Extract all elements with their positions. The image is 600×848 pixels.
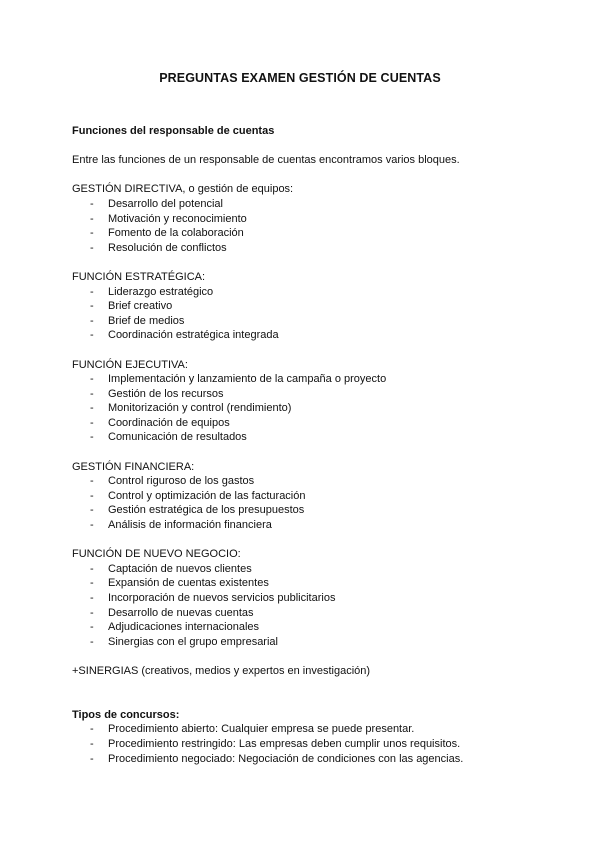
dash-mark: -: [90, 416, 94, 429]
list-item: - Coordinación de equipos: [90, 416, 230, 429]
dash-mark: -: [90, 212, 94, 225]
document-title: PREGUNTAS EXAMEN GESTIÓN DE CUENTAS: [159, 71, 441, 85]
dash-mark: -: [90, 300, 94, 313]
synergies-line: +SINERGIAS (creativos, medios y expertos en investigación): [72, 664, 371, 677]
contest-types-list: [72, 722, 552, 766]
list-item: - Comunicación de resultados: [90, 431, 247, 444]
group-list: [72, 562, 552, 650]
dash-mark: -: [90, 373, 94, 386]
list-item: - Fomento de la colaboración: [90, 227, 244, 240]
list-item: - Desarrollo de nuevas cuentas: [90, 606, 254, 619]
dash-mark: -: [90, 606, 94, 619]
dash-mark: -: [90, 197, 94, 210]
dash-mark: -: [90, 592, 94, 604]
section-heading-functions: Funciones del responsable de cuentas: [72, 125, 275, 137]
dash-mark: -: [90, 402, 94, 415]
list-item: - Implementación y lanzamiento de la campaña o proyecto: [90, 373, 387, 386]
list-item: - Brief creativo: [90, 300, 173, 313]
section-heading-contests: Tipos de concursos:: [72, 708, 180, 721]
function-group-ejecutiva: [72, 358, 552, 446]
list-item: - Procedimiento negociado: Negociación de condiciones con las agencias.: [90, 752, 464, 765]
dash-mark: -: [90, 519, 94, 532]
dash-mark: -: [90, 227, 94, 240]
dash-mark: -: [90, 504, 94, 517]
document-body: [72, 124, 552, 766]
list-item: - Incorporación de nuevos servicios publicitarios: [90, 592, 336, 604]
list-item: - Adjudicaciones internacionales: [90, 621, 260, 634]
group-list: [72, 197, 552, 255]
group-title: FUNCIÓN ESTRATÉGICA:: [72, 270, 206, 283]
dash-mark: -: [90, 723, 94, 736]
group-title: FUNCIÓN DE NUEVO NEGOCIO:: [72, 548, 241, 561]
dash-mark: -: [90, 241, 94, 254]
list-item: - Control riguroso de los gastos: [90, 475, 255, 488]
list-item: - Resolución de conflictos: [90, 241, 227, 254]
dash-mark: -: [90, 329, 94, 342]
dash-mark: -: [90, 314, 94, 327]
list-item: - Coordinación estratégica integrada: [90, 329, 279, 342]
function-group-financiera: [72, 460, 552, 533]
dash-mark: -: [90, 577, 94, 590]
group-title: GESTIÓN FINANCIERA:: [72, 460, 195, 473]
list-item: - Expansión de cuentas existentes: [90, 577, 269, 590]
dash-mark: -: [90, 737, 94, 750]
list-item: - Análisis de información financiera: [90, 519, 272, 532]
group-title: FUNCIÓN EJECUTIVA:: [72, 358, 188, 371]
list-item: - Liderazgo estratégico: [90, 285, 214, 298]
dash-mark: -: [90, 635, 94, 648]
group-list: [72, 372, 552, 445]
dash-mark: -: [90, 387, 94, 400]
list-item: - Monitorización y control (rendimiento): [90, 402, 292, 415]
function-group-nuevo-negocio: [72, 547, 552, 649]
function-group-directiva: [72, 182, 552, 255]
list-item: - Procedimiento abierto: Cualquier empresa se puede presentar.: [90, 723, 415, 736]
list-item: - Desarrollo del potencial: [90, 197, 223, 210]
list-item: - Sinergias con el grupo empresarial: [90, 635, 278, 648]
list-item: - Gestión de los recursos: [90, 387, 224, 400]
dash-mark: -: [90, 752, 94, 765]
list-item: - Motivación y reconocimiento: [90, 212, 247, 225]
list-item: - Brief de medios: [90, 314, 185, 327]
list-item: - Gestión estratégica de los presupuestos: [90, 504, 305, 517]
dash-mark: -: [90, 621, 94, 634]
dash-mark: -: [90, 489, 94, 502]
dash-mark: -: [90, 431, 94, 444]
dash-mark: -: [90, 475, 94, 488]
intro-paragraph: Entre las funciones de un responsable de cuentas encontramos varios bloques.: [72, 154, 460, 167]
group-list: [72, 285, 552, 343]
function-group-estrategica: [72, 270, 552, 343]
list-item: - Procedimiento restringido: Las empresas deben cumplir unos requisitos.: [90, 737, 461, 750]
list-item: - Captación de nuevos clientes: [90, 562, 252, 575]
list-item: - Control y optimización de las facturación: [90, 489, 306, 502]
dash-mark: -: [90, 562, 94, 575]
group-title: GESTIÓN DIRECTIVA, o gestión de equipos:: [72, 183, 294, 196]
group-list: [72, 474, 552, 532]
dash-mark: -: [90, 285, 94, 298]
